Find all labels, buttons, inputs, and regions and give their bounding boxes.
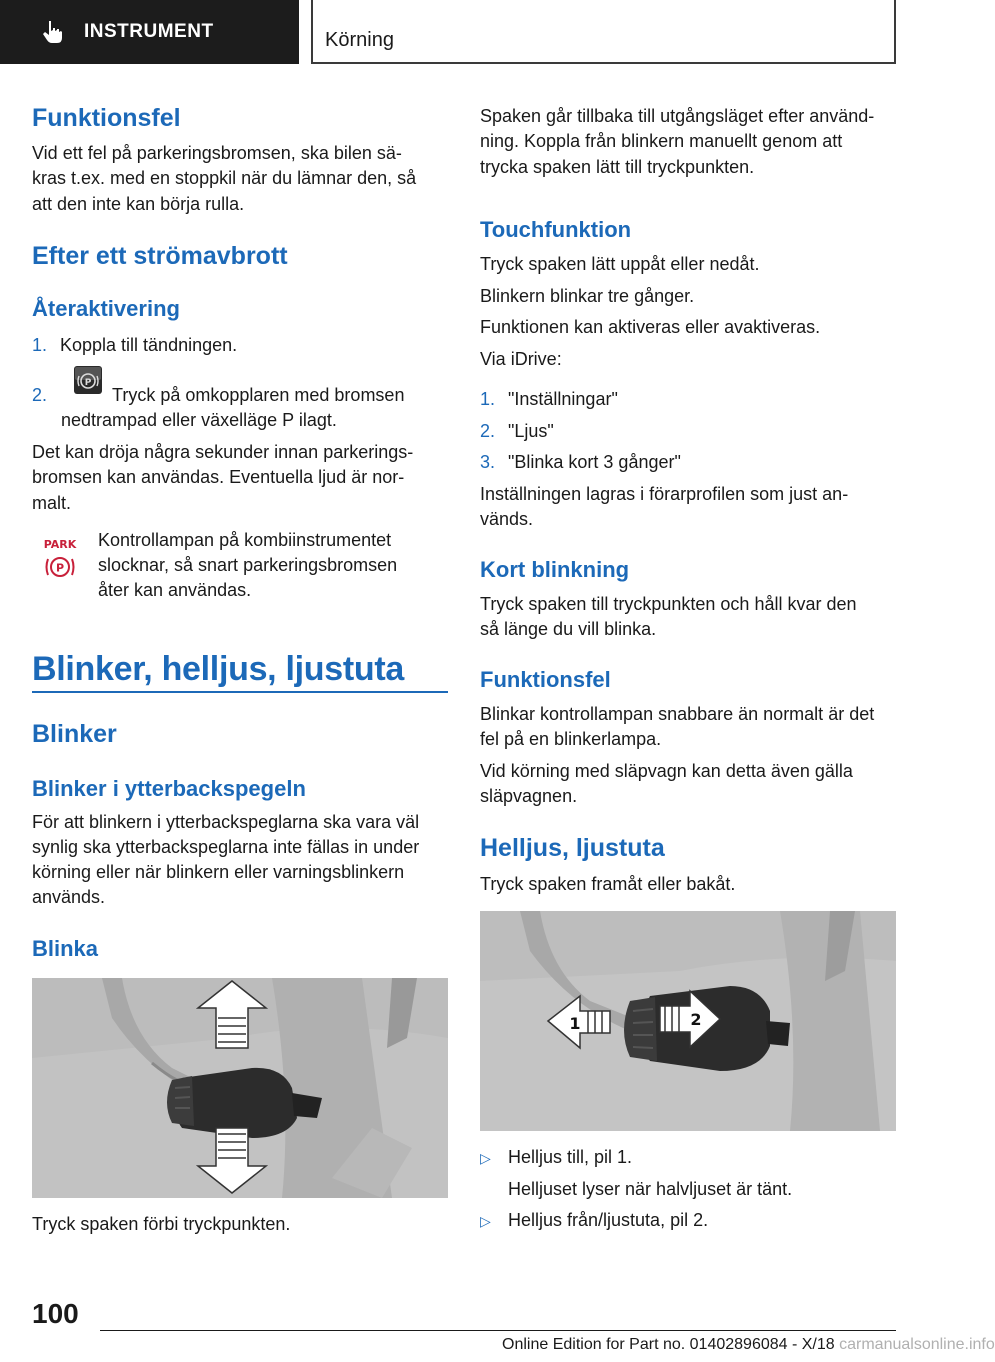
svg-text:P: P <box>84 378 92 388</box>
text-spaken-3: trycka spaken lätt till tryckpunkten. <box>480 157 755 177</box>
idrive-item-1-text: "Inställningar" <box>508 389 618 409</box>
chapter-rule <box>32 691 448 693</box>
arrow-2-label: 2 <box>690 1010 702 1029</box>
text-kort-1: Tryck spaken till tryckpunkten och håll kvar den <box>480 594 857 614</box>
section-tab <box>0 0 299 64</box>
idrive-item-3-text: "Blinka kort 3 gånger" <box>508 452 681 472</box>
photo-caption: Tryck spaken förbi tryckpunkten. <box>32 1214 291 1234</box>
idrive-item-3-number: 3. <box>480 452 496 472</box>
edition-text: Online Edition for Part no. 01402896084 - X/18 <box>502 1336 835 1353</box>
text-kontroll-3: åter kan användas. <box>98 580 252 600</box>
chapter-title: Blinker, helljus, ljustuta <box>32 650 404 688</box>
text-ytter-3: körning eller när blinkern eller varningsblinkern <box>32 862 405 882</box>
text-kort-2: så länge du vill blinka. <box>480 619 657 639</box>
text-funktionsfel-1: Vid ett fel på parkeringsbromsen, ska bilen sä- <box>32 143 402 163</box>
step-2-text-a: Tryck på omkopplaren med bromsen <box>112 385 405 405</box>
text-touch-1: Tryck spaken lätt uppåt eller nedåt. <box>480 254 760 274</box>
idrive-item-2 <box>480 419 554 445</box>
heading-touchfunktion: Touchfunktion <box>480 217 632 242</box>
blinker-lever-photo <box>32 978 448 1198</box>
text-funktionsfel-3: att den inte kan börja rulla. <box>32 194 245 214</box>
triangle-bullet-icon: ▷ <box>480 1150 491 1166</box>
step-2 <box>32 383 60 409</box>
text-helljus-1: Tryck spaken framåt eller bakåt. <box>480 874 736 894</box>
triangle-bullet-icon: ▷ <box>480 1213 491 1229</box>
heading-kort-blinkning: Kort blinkning <box>480 557 630 582</box>
step-2-text-b: nedtrampad eller växelläge P ilagt. <box>61 410 337 430</box>
text-touch-4: Via iDrive: <box>480 349 562 369</box>
headlight-lever-photo <box>480 911 896 1131</box>
text-dela-2: bromsen kan användas. Eventuella ljud är nor- <box>32 467 405 487</box>
text-fel-4: släpvagnen. <box>480 786 578 806</box>
text-dela-1: Det kan dröja några sekunder innan parkerings- <box>32 442 414 462</box>
text-ytter-2: synlig ska ytterbackspeglarna inte fällas in under <box>32 837 420 857</box>
text-funktionsfel-2: kras t.ex. med en stoppkil när du lämnar den, så <box>32 168 417 188</box>
text-kontroll-2: slocknar, så snart parkeringsbromsen <box>98 555 398 575</box>
parking-brake-button-icon <box>74 366 102 394</box>
heading-ytterbackspegeln: Blinker i ytterbackspegeln <box>32 776 306 801</box>
heading-efter-stromavbrott: Efter ett strömavbrott <box>32 242 288 270</box>
page-number: 100 <box>32 1298 79 1329</box>
text-spaken-1: Spaken går tillbaka till utgångsläget efter använd- <box>480 106 875 126</box>
watermark: carmanualsonline.info <box>839 1336 995 1353</box>
step-1-number: 1. <box>32 335 48 355</box>
heading-blinka: Blinka <box>32 936 99 961</box>
bullet-1-text-a: Helljus till, pil 1. <box>508 1147 633 1167</box>
footer-rule <box>100 1330 896 1331</box>
text-touch-2: Blinkern blinkar tre gånger. <box>480 286 695 306</box>
heading-ateraktivering: Återaktivering <box>32 296 180 321</box>
bullet-1-text-b: Helljuset lyser när halvljuset är tänt. <box>508 1179 793 1199</box>
svg-text:P: P <box>55 561 65 575</box>
idrive-item-3 <box>480 450 681 476</box>
idrive-item-2-number: 2. <box>480 421 496 441</box>
hand-pointer-icon <box>40 19 66 45</box>
text-lagras-2: vänds. <box>480 509 534 529</box>
text-fel-1: Blinkar kontrollampan snabbare än normalt är det <box>480 704 875 724</box>
heading-funktionsfel: Funktionsfel <box>32 104 181 132</box>
park-label: PARK <box>43 538 77 551</box>
idrive-item-1-number: 1. <box>480 389 496 409</box>
text-touch-3: Funktionen kan aktiveras eller avaktiveras. <box>480 317 821 337</box>
text-lagras-1: Inställningen lagras i förarprofilen som just an- <box>480 484 849 504</box>
bullet-helljus-till <box>480 1145 632 1172</box>
text-fel-2: fel på en blinkerlampa. <box>480 729 662 749</box>
text-fel-3: Vid körning med släpvagn kan detta även gälla <box>480 761 853 781</box>
idrive-item-2-text: "Ljus" <box>508 421 554 441</box>
step-1-text: Koppla till tändningen. <box>60 335 238 355</box>
park-warning-icon <box>40 536 80 580</box>
text-dela-3: malt. <box>32 493 72 513</box>
bullet-2-text: Helljus från/ljustuta, pil 2. <box>508 1210 709 1230</box>
section-tab-label: INSTRUMENT <box>84 21 214 42</box>
text-ytter-1: För att blinkern i ytterbackspeglarna ska vara väl <box>32 812 420 832</box>
heading-funktionsfel-right: Funktionsfel <box>480 667 611 692</box>
heading-blinker: Blinker <box>32 720 117 748</box>
text-spaken-2: ning. Koppla från blinkern manuellt genom att <box>480 131 843 151</box>
text-ytter-4: används. <box>32 887 106 907</box>
bullet-helljus-fran <box>480 1208 708 1235</box>
idrive-item-1 <box>480 387 618 413</box>
arrow-1-label: 1 <box>569 1014 581 1033</box>
breadcrumb: Körning <box>325 29 394 51</box>
heading-helljus: Helljus, ljustuta <box>480 834 665 862</box>
step-1 <box>32 333 237 359</box>
step-2-number: 2. <box>32 385 48 405</box>
breadcrumb-box <box>311 0 896 64</box>
footer-edition <box>502 1336 995 1354</box>
text-kontroll-1: Kontrollampan på kombiinstrumentet <box>98 530 392 550</box>
